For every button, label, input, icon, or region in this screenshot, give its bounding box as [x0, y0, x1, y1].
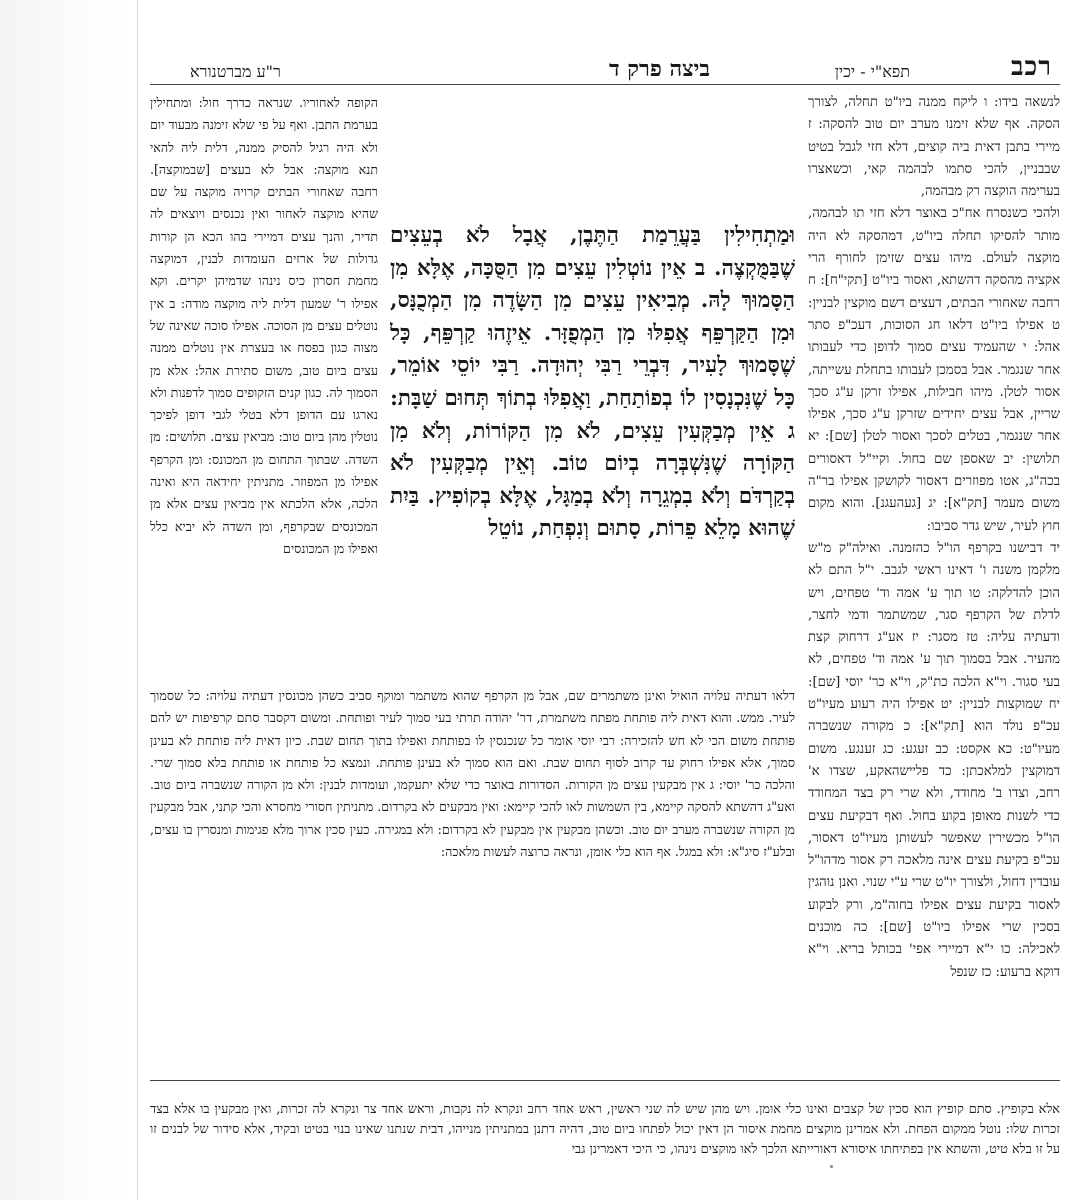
bottom-commentary — [150, 1080, 1060, 1167]
mishna-text: וּמַתְחִילִין בַּעֲרֵמַת הַתֶּבֶן, אֲבָל לֹא בְעֵצִים שֶׁבַּמֻּקְצֶה. ב אֵין נוֹטְלִין עֵצִים מִן הַסֻּכָּה, אֶלָּא מִן הַסָּמוּךְ לָהּ. מְבִיאִין עֵצִים מִן הַשָּׂדֶה מִן הַמְכֻנָּס, וּמִן הַקַּרְפֵּף אֲפִלּוּ מִן הַמְפֻזָּר. אֵיזֶהוּ קַרְפֵּף, כָּל שֶׁסָּמוּךְ לָעִיר, דִּבְרֵי רַבִּי יְהוּדָה. רַבִּי יוֹסֵי אוֹמֵר, כָּל שֶׁנִּכְנָסִין לוֹ בְפוֹתַחַת, וַאֲפִלּוּ בְתוֹךְ תְּחוּם שַׁבָּת: ג אֵין מְבַקְּעִין עֵצִים, לֹא מִן הַקּוֹרוֹת, וְלֹא מִן הַקּוֹרָה שֶׁנִּשְׁבְּרָה בְיוֹם טוֹב. וְאֵין מְבַקְּעִין לֹא בְקַרְדֹּם וְלֹא בִמְגֵרָה וְלֹא בְמַגָּל, אֶלָּא בְקוֹפִיץ. בַּיִת שֶׁהוּא מָלֵא פֵרוֹת, סָתוּם וְנִפְחַת, נוֹטֵל — [390, 223, 795, 542]
tiferet-yisrael-column — [808, 92, 1060, 1072]
tractate-title: ביצה פרק ד — [609, 56, 710, 82]
bartenura-paragraph: דלאו דעתיה עלויה הואיל ואינן משתמרים שם, אבל מן הקרפף שהוא משתמר ומוקף סביב כשהן מכונסין דעתיה עלויה: כל שסמוך לעיר. ממש. והוא דאית ליה פותחת מפתח משתמרת, דר' יהודה תרתי בעי סמוך לעיר ופותחת. ומשום דקסבר סתם קרפיפות יש להם פותחת משום הכי לא חש להזכירה: רבי יוסי אומר כל שנכנסין לו בפותחת ואפילו בתוך תחום שבת. כיון דאית ליה פותחת לא בעינן סמוך, אלא אפילו רחוק עד קרוב לסוף תחום שבת. ואם הוא סמוך לא בעינן פותחת. ונמצא כל פותחת או פותחת בלא סמוך שרי. והלכה כר' יוסי: ג אין מבקעין עצים מן הקורות. הסדורות באוצר כדי שלא יתעקמו, ועומדות לבנין: ולא מן הקורה שנשברה ביום טוב. ואע"ג דהשתא להסקה קיימא, בין השמשות לאו להכי קיימא: ואין מבקעים לא בקרדום. מתניתין חסורי מחסרא והכי קתני, אבל מבקעין מן הקורה שנשברה מערב יום טוב. וכשהן מבקעין אין מבקעין לא בקרדום: ולא במגירה. כעין סכין ארוך מלא פגימות ומנסרין בו עצים, ובלע"ז סיג"א: ולא במגל. אף הוא כלי אומן, ונראה כרוצה לעשות מלאכה: — [150, 688, 795, 860]
bartenura-bottom-column — [150, 685, 795, 1070]
tiferet-paragraph: יד דבישנו בקרפף הו"ל כהזמנה. ואילה"ק מ"ש מלקמן משנה ו' דאינו ראשי לגבב. י"ל התם לא הוכן להדלקה: טו תוך ע' אמה וד' טפחים, ויש לדלת של הקרפף סגר, שמשתמר ודמי לחצר, ודעתיה עליה: טז מסגר: יז אע"ג דרחוק קצת מהעיר. אבל בסמוך תוך ע' אמה וד' טפחים, לא בעי סגור. וי"א הלכה כת"ק, וי"א כר' יוסי [שם]: יח שמוקצות לבניין: יט אפילו היה רעוע מעיו"ט עכ"פ נולד הוא [תק"א]: כ מקורה שנשברה מעיו"ט: כא אקסט: כב זעגע: כג זענגע. משום דמוקצין למלאכתן: כד פליישהאקע, שצדו א' רחב, וצדו ב' מחודד, ולא שרי רק בצד המחודד כדי לשנות מאופן בקוע בחול. ואף דבקיעת עצים הו"ל מכשירין שאפשר לעשותן מעיו"ט דאסור, עכ"פ בקיעת עצים אינה מלאכה רק אסור מדהו"ל עובדין דחול, ולצורך יו"ט שרי ע"י שנוי. ואנן נוהגין לאסור בקיעת עצים אפילו בחוה"מ, ורק לבקוע בסכין שרי אפילו ביו"ט [שם]: כה מוכנים לאכילה: כו י"א דמיירי אפי' בכותל בריא. וי"א דוקא ברעוע: כז שנפל — [808, 540, 1060, 980]
right-commentary-title: תפא"י - יכין — [834, 62, 910, 81]
book-spine-line — [137, 0, 138, 1200]
book-gutter — [0, 0, 137, 1200]
bartenura-paragraph: הקופה לאחוריו. שנראה כדרך חול: ומתחילין בערמת התבן. ואף על פי שלא זימנה מבעוד יום ולא היה רגיל להסיק ממנה, דלית ליה להאי תנא מוקצה: אבל לא בעצים [שבמוקצה]. רחבה שאחורי הבתים קרויה מוקצה על שם שהיא מוקצה לאחור ואין נכנסים ויוצאים לה תדיר, והנך עצים דמיירי בהו הכא הן קורות גדולות של ארזים העומדות לבנין, דמוקצה מחמת חסרון כיס נינהו שדמיהן יקרים. וקא אפילו ר' שמעון דלית ליה מוקצה מודה: ב אין נוטלים עצים מן הסוכה. אפילו סוכה שאינה של מצוה כגון בפסח או בעצרת אין נוטלים ממנה עצים ביום טוב, משום סתירת אהל: אלא מן הסמוך לה. כגון קנים הזקופים סמוך לדפנות ולא נארגו עם הדופן דלא בטלי לגבי דופן לפיכך נוטלין מהן ביום טוב: מביאין עצים. תלושים: מן השדה. שבתוך התחום מן המכונס: ומן הקרפף אפילו מן המפוזר. מתניתין יחידאה היא ואינה הלכה, אלא הלכתא אין מביאין עצים אלא מן המכונסים שבקרפף, ומן השדה לא יביא כלל ואפילו מן המכונסים — [150, 95, 378, 556]
tiferet-paragraph: לנשאה בידו: ו ליקח ממנה ביו"ט תחלה, לצורך הסקה. אף שלא זימנו מערב יום טוב להסקה: ז מיירי בתבן דאית ביה קוצים, דלא חזי לגבל בטיט שבבניין, להכי סתמו לבהמה קאי, וכשאצרו בערימה הוקצה רק מבהמה, — [808, 95, 1060, 200]
bottom-commentary-paragraph: אלא בקופיץ. סתם קופיץ הוא סכין של קצבים ואינו כלי אומן. ויש מהן שיש לה שני ראשין, ראש אחד רחב ונקרא לה נקבות, וראש אחד צר ונקרא לה זכרות, ואין מבקעין בו אלא בצד זכרות שלו: נוטל ממקום הפחת. ולא אמרינן מוקצים מחמת איסור הן דאין יכול לפתחו ביום טוב, דהיה דתנן במתניתין מנייהו, דבית שנתנו שאינו בנוי בטיט ובקיד, אלא סידור של לבנים זו על זו בלא טיט, והשתא אין בפתיחתו איסורא דאורייתא הלכך לאו מוקצים נינהו, כי היכי דאמרינן גבי — [150, 1101, 1060, 1157]
bartenura-top-column — [150, 92, 378, 652]
page-speck — [830, 1165, 833, 1168]
talmud-page — [150, 40, 1060, 1170]
tiferet-paragraph: ולהכי כשנסרח אח"כ באוצר דלא חזי תו לבהמה, מותר להסיקו תחלה ביו"ט, דמהסקה לא היה מוקצה לעולם. מיהו עצים שזימן לחורף הרי אקציה מהסקה דהשתא, ואסור ביו"ט [תקי"ח]: ח רחבה שאחורי הבתים, דעצים דשם מוקצין לבניין: ט אפילו ביו"ט דלאו חג הסוכות, דעכ"פ סתר אהל: י שהעמיד עצים סמוך לדופן כדי לעבותו אחר שנגמר. אבל בסמכן לעבותו בתחלת עשייתה, אסור לטלן. מיהו חבילות, אפילו זרקן ע"ג סכך שריין, אבל עצים יחידים שזרקן ע"ג סכך, אפילו אחר שנגמר, בטלים לסכך ואסור לטלן [שם]: יא תלושין: יב שאספן שם בחול. וקיי"ל דאסורים בכה"ג, אטו מפוזרים דאסור לקושקן אפילו בר"ה משום מעמר [תק"א]: יג [געהעגנ]. והוא מקום חוץ לעיר, שיש גדר סביבו: — [808, 206, 1060, 534]
left-commentary-title: ר"ע מברטנורא — [190, 62, 281, 81]
header-rule — [150, 84, 1060, 85]
page-number: רכב — [1010, 52, 1052, 82]
page-header — [150, 52, 1060, 88]
